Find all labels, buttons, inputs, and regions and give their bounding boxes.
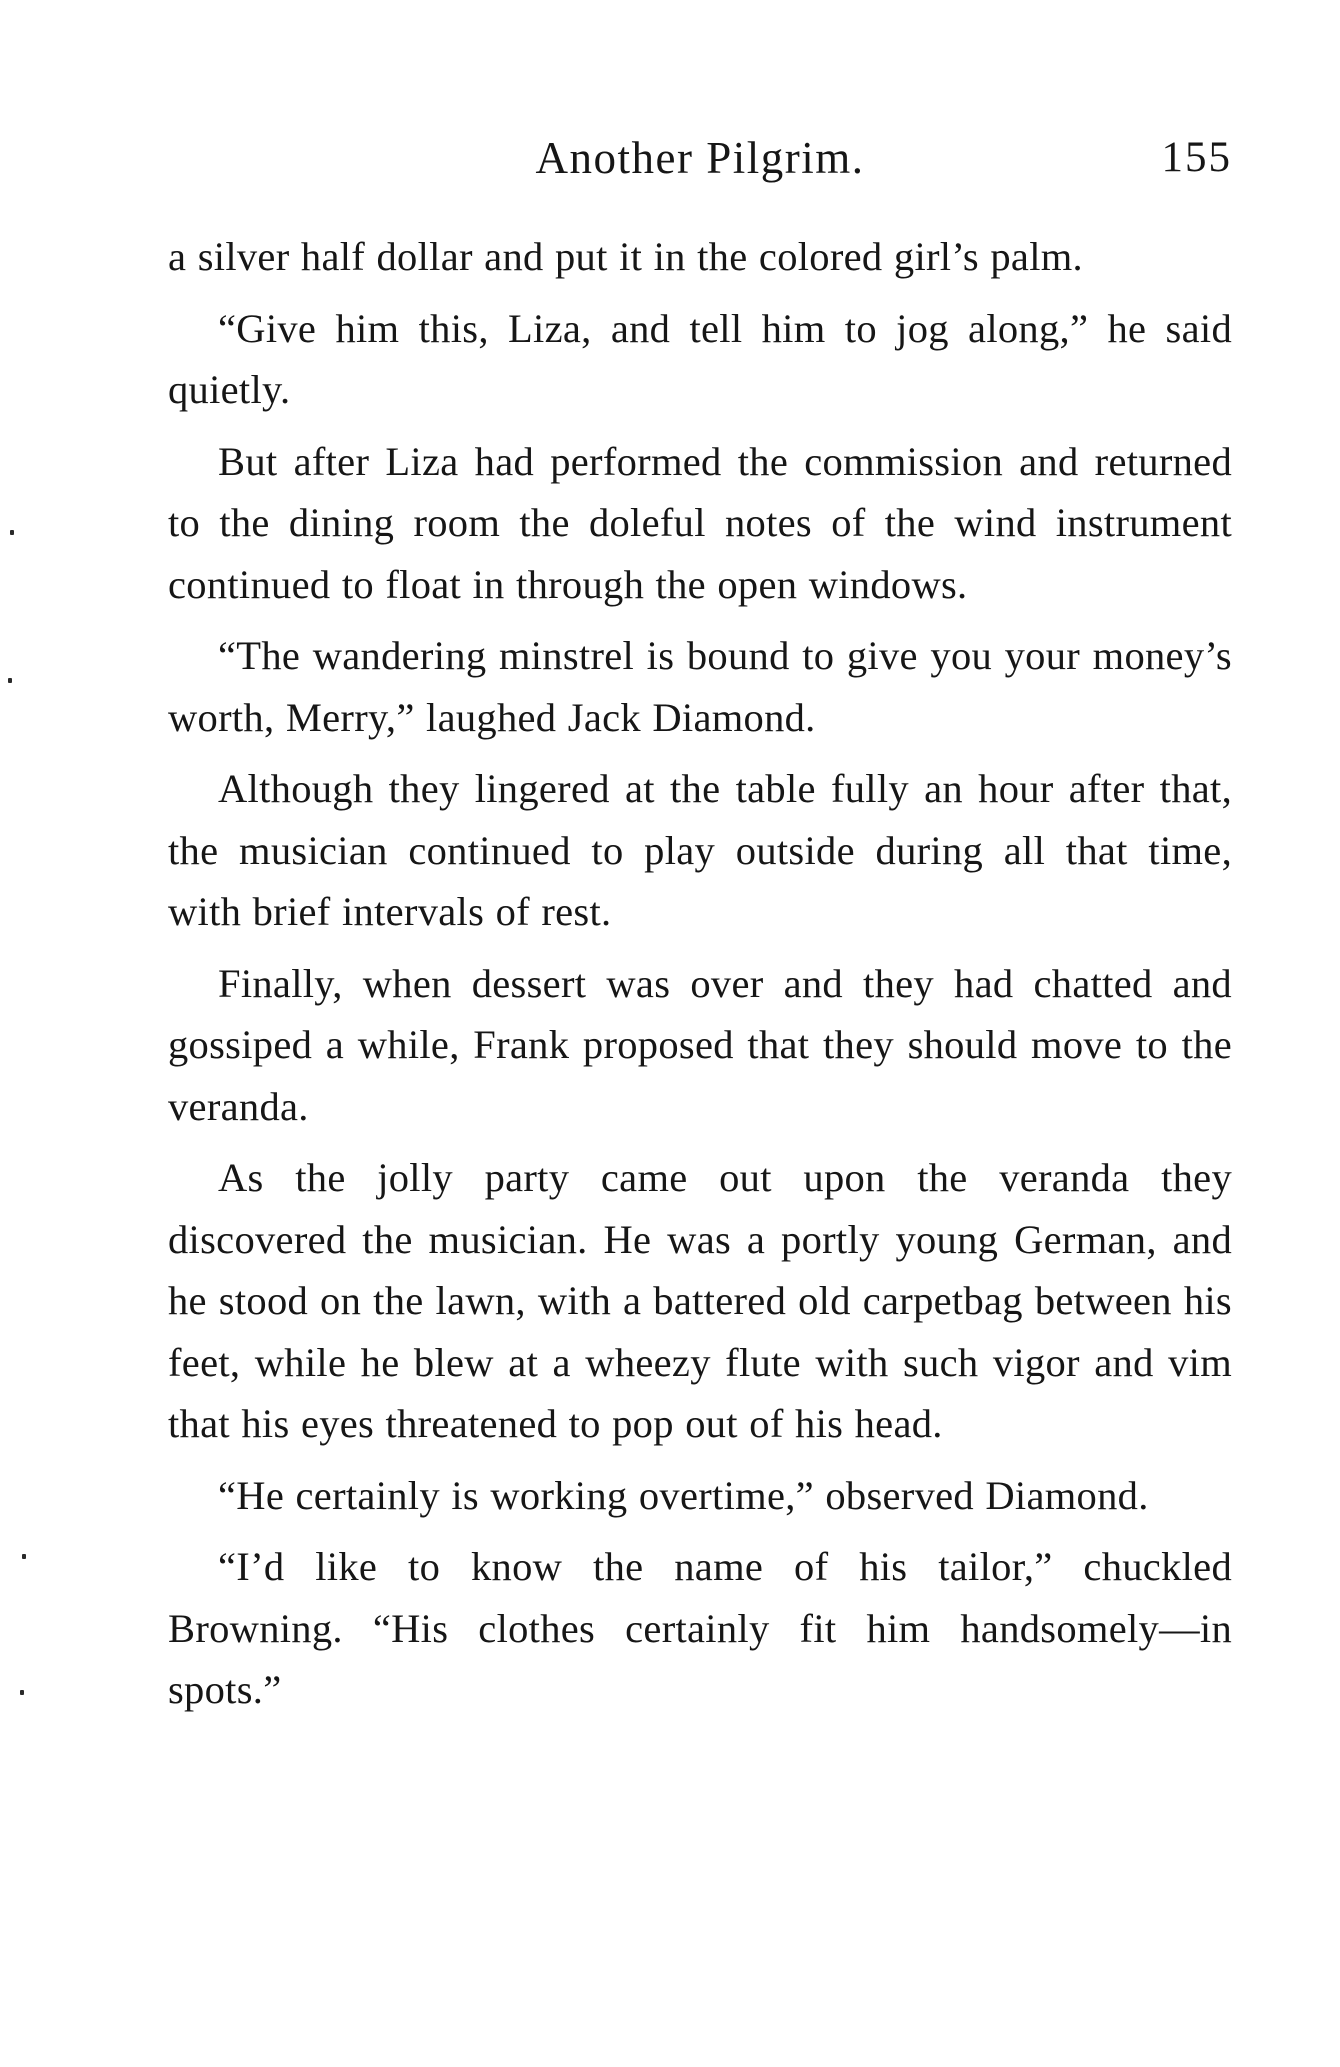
paragraph: a silver half dollar and put it in the colored girl’s palm. [168, 234, 1083, 279]
paragraph: As the jolly party came out upon the veranda they discovered the musician. He was a portly young German, and he stood on the lawn, with a battered old carpetbag between his feet, while he blew at a wheezy flute with such vigor and vim that his eyes threatened to pop out of his head. [168, 1155, 1232, 1446]
paragraph: “I’d like to know the name of his tailor,” chuckled Browning. “His clothes certainly fit him handsomely—in spots.” [168, 1544, 1232, 1712]
paragraph: But after Liza had performed the commission and returned to the dining room the doleful notes of the wind instrument continued to float in through the open windows. [168, 438, 1232, 607]
scan-speck [20, 1690, 24, 1695]
paragraph: Finally, when dessert was over and they had chatted and gossiped a while, Frank proposed that they should move to the veranda. [168, 960, 1232, 1129]
running-head [168, 128, 1232, 188]
paragraph: Although they lingered at the table fully an hour after that, the musician continued to play outside during all that time, with brief intervals of rest. [168, 766, 1232, 934]
body-text [168, 226, 1232, 1721]
running-title: Another Pilgrim. [535, 133, 865, 183]
page-number: 155 [1161, 134, 1232, 181]
paragraph: “He certainly is working overtime,” observed Diamond. [218, 1472, 1149, 1518]
paragraph: “Give him this, Liza, and tell him to jog along,” he said quietly. [168, 305, 1232, 412]
paragraph: “The wandering minstrel is bound to give you your money’s worth, Merry,” laughed Jack Diamond. [168, 633, 1232, 740]
scan-speck [22, 1554, 26, 1559]
scan-speck [10, 530, 14, 535]
scan-speck [8, 678, 12, 683]
